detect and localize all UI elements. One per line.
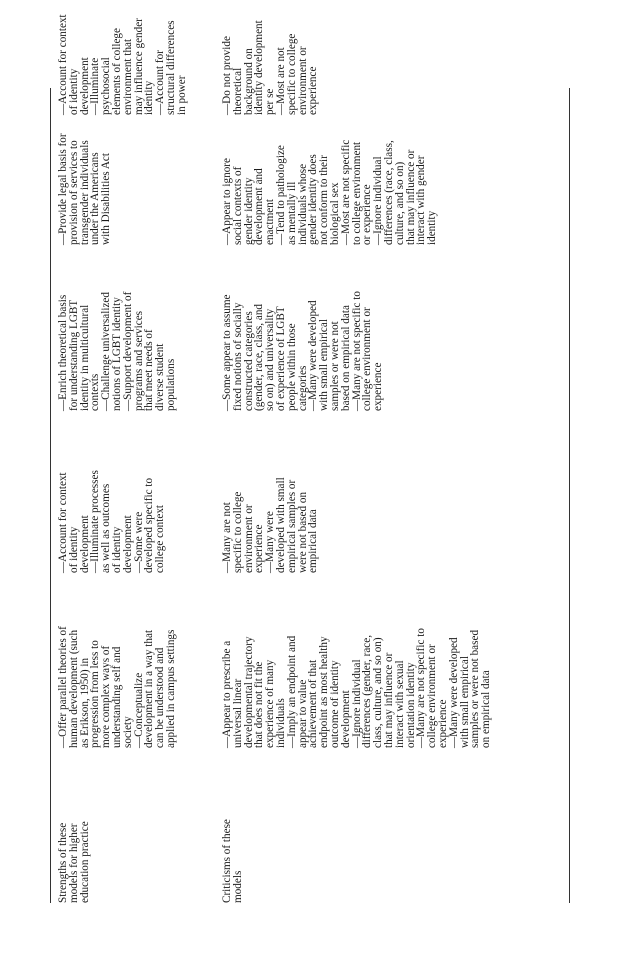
cell-line: developed with small [274, 477, 287, 573]
table-cell [58, 292, 177, 411]
cell-line: so on) and universality [264, 308, 277, 411]
cell-line: progression from less to [89, 640, 102, 748]
cell-line: college context [154, 504, 167, 573]
cell-line: understanding self and [110, 646, 123, 748]
cell-line: —Offer parallel theories of [57, 626, 69, 748]
cell-line: universal linear [231, 678, 244, 748]
rotated-table [50, 14, 570, 903]
cell-line: identity [143, 80, 156, 115]
cell-line: orientation identity [404, 662, 417, 748]
cell-line: biological sex [328, 182, 341, 245]
table-cell [58, 470, 166, 573]
cell-line: of identity [67, 526, 80, 573]
table-cell [222, 628, 492, 748]
cell-line: samples or were not based [469, 629, 482, 748]
cell-line: society [121, 716, 134, 748]
cell-line: for understanding LGBT [67, 299, 80, 411]
cell-line: specific to college [285, 33, 298, 115]
cell-line: to college environment [350, 141, 363, 245]
cell-line: transgender individuals [78, 140, 91, 245]
cell-line: —Ignore individual [350, 659, 363, 748]
table-cell [58, 626, 177, 748]
cell-line: differences (gender, race, [361, 634, 374, 748]
cell-line: notions of LGBT identity [110, 297, 123, 411]
cell-line: in power [175, 75, 188, 115]
cell-line: —Account for context [57, 14, 69, 115]
table-cell [222, 477, 319, 573]
cell-line: college environment or [361, 307, 374, 411]
table-cell [222, 140, 438, 245]
cell-line: as well as outcomes [100, 483, 113, 573]
cell-line: identity development [253, 20, 266, 115]
cell-line: college environment or [426, 644, 439, 748]
cell-line: —Many are not specific to [350, 291, 363, 411]
cell-line: were not based on [296, 491, 309, 573]
cell-line: experience of many [264, 659, 277, 748]
cell-line: development [78, 57, 91, 115]
cell-line: —Imply an endpoint and [285, 635, 298, 748]
row-header [58, 821, 90, 903]
cell-line: —Appear to prescribe a [221, 640, 233, 748]
cell-line: —Most are not [274, 47, 287, 115]
cell-line: theoretical [231, 67, 244, 115]
cell-line: class, culture, and so on) [372, 637, 385, 748]
cell-line: or experience [361, 184, 374, 245]
cell-line: gender identity [242, 177, 255, 245]
cell-line: based on empirical data [339, 305, 352, 411]
cell-line: (gender, race, class, and [253, 303, 266, 411]
cell-line: constructed categories [242, 311, 255, 411]
cell-line: that meet needs of [143, 329, 156, 411]
cell-line: Strengths of these [57, 822, 69, 903]
table-rule-top [50, 88, 51, 903]
cell-line: background on [242, 48, 255, 115]
cell-line: identity in multicultural [78, 304, 91, 411]
cell-line: that does not fit the [253, 661, 266, 748]
row-header [222, 819, 244, 903]
cell-line: more complex ways of [100, 645, 113, 748]
cell-line: —Account for context [57, 472, 69, 573]
cell-line: human development (such [67, 629, 80, 748]
cell-line: can be understood and [154, 647, 167, 748]
cell-line: —Tend to pathologize [274, 145, 287, 245]
cell-line: differences (race, class, [382, 140, 395, 245]
cell-line: Criticisms of these [221, 819, 233, 903]
cell-line: with small empirical [318, 319, 331, 411]
cell-line: may influence gender [132, 18, 145, 115]
table-cell [58, 133, 112, 245]
cell-line: models for higher [67, 823, 80, 903]
cell-line: fixed notions of socially [231, 302, 244, 411]
cell-line: interact with gender [415, 155, 428, 245]
cell-line: with Disabilities Act [100, 153, 113, 245]
cell-line: —Account for [154, 50, 167, 115]
cell-line: experience [307, 66, 320, 115]
cell-line: culture, and so on) [393, 161, 406, 245]
cell-line: —Support development of [121, 291, 134, 411]
cell-line: populations [164, 358, 177, 411]
cell-line: developmental trajectory [242, 636, 255, 748]
cell-line: enactment [264, 199, 277, 245]
cell-line: development [339, 690, 352, 748]
cell-line: development and [253, 168, 266, 245]
cell-line: as Erikson, 1950) in [78, 657, 91, 748]
cell-line: development [78, 515, 91, 573]
cell-line: achievement of that [307, 659, 320, 748]
cell-line: on empirical data [480, 670, 493, 748]
cell-line: gender identity does [307, 154, 320, 245]
cell-line: —Enrich theoretical basis [57, 294, 69, 411]
cell-line: individuals whose [296, 163, 309, 245]
cell-line: identity [426, 210, 439, 245]
cell-line: —Many are not [221, 502, 233, 573]
cell-line: development in a way that [143, 629, 156, 748]
cell-line: environment that [121, 38, 134, 115]
cell-line: specific to college [231, 491, 244, 573]
cell-line: developed specific to [143, 477, 156, 573]
table-cell [222, 20, 319, 115]
cell-line: models [231, 870, 244, 903]
cell-line: not conform to their [318, 155, 331, 245]
cell-line: outcome of identity [328, 660, 341, 748]
cell-line: of experience of LGBT [274, 306, 287, 411]
cell-line: that may influence or [382, 652, 395, 748]
cell-line: —Some appear to assume [221, 294, 233, 411]
cell-line: —Provide legal basis for [57, 133, 69, 245]
cell-line: people within those [285, 323, 298, 411]
cell-line: psychosocial [100, 57, 113, 115]
cell-line: as mentally ill [285, 181, 298, 245]
cell-line: —Some were [132, 511, 145, 573]
cell-line: per se [264, 88, 277, 115]
cell-line: education practice [78, 821, 91, 903]
cell-line: endpoint as most healthy [318, 636, 331, 748]
cell-line: individuals [274, 698, 287, 748]
cell-line: experience [253, 524, 266, 573]
cell-line: experience [436, 699, 449, 748]
cell-line: of identity [110, 526, 123, 573]
cell-line: —Many were developed [307, 300, 320, 411]
cell-line: —Do not provide [221, 36, 233, 115]
cell-line: empirical samples or [285, 479, 298, 573]
cell-line: categories [296, 365, 309, 411]
cell-line: —Many were [264, 511, 277, 573]
table-cell [58, 14, 188, 115]
cell-line: development [121, 515, 134, 573]
cell-line: —Many were developed [447, 637, 460, 748]
cell-line: that may influence or [404, 149, 417, 245]
cell-line: of identity [67, 68, 80, 115]
cell-line: environment or [242, 504, 255, 573]
table-cell [222, 291, 384, 411]
cell-line: appear to value [296, 679, 309, 748]
cell-line: programs and services [132, 310, 145, 411]
table-rule-bottom [569, 88, 570, 903]
cell-line: —Illuminate processes [89, 470, 102, 573]
cell-line: —Most are not specific [339, 139, 352, 245]
cell-line: empirical data [307, 509, 320, 573]
cell-line: —Illuminate [89, 57, 102, 115]
cell-line: social contexts of [231, 166, 244, 245]
cell-line: experience [372, 362, 385, 411]
cell-line: interact with sexual [393, 660, 406, 748]
cell-line: —Conceptualize [132, 672, 145, 748]
cell-line: applied in campus settings [164, 629, 177, 748]
cell-line: —Many are not specific to [415, 628, 428, 748]
cell-line: structural differences [164, 20, 177, 115]
cell-line: —Appear to ignore [221, 158, 233, 245]
cell-line: —Ignore individual [372, 156, 385, 245]
cell-line: under the Americans [89, 152, 102, 245]
cell-line: provision of services to [67, 140, 80, 245]
cell-line: diverse student [154, 343, 167, 411]
cell-line: elements of college [110, 28, 123, 115]
cell-line: with small empirical [458, 656, 471, 748]
cell-line: contexts [89, 373, 102, 411]
cell-line: samples or were not [328, 321, 341, 411]
cell-line: environment or [296, 46, 309, 115]
cell-line: —Challenge universalized [100, 292, 113, 411]
